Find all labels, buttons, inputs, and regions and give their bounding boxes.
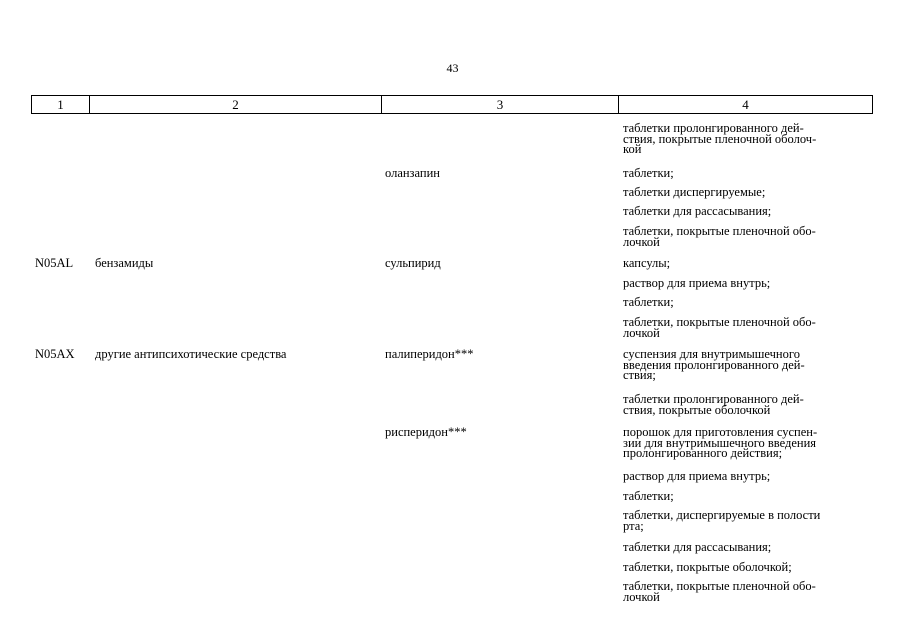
dosage-form: суспензия для внутримышечного введения пролонгированного дей- ствия; — [623, 347, 805, 382]
header-cell-3: 3 — [382, 96, 619, 113]
dosage-form: таблетки для рассасывания; — [623, 540, 772, 554]
dosage-form: порошок для приготовления суспен- зии для внутримышечного введения пролонгированного действия; — [623, 425, 818, 460]
substance-name: оланзапин — [385, 166, 440, 180]
table-header — [31, 95, 873, 114]
dosage-form: таблетки, покрытые пленочной обо- лочкой — [623, 224, 816, 249]
dosage-form: раствор для приема внутрь; — [623, 469, 771, 483]
group-name: другие антипсихотические средства — [95, 347, 287, 361]
dosage-form: таблетки пролонгированного дей- ствия, покрытые пленочной оболоч- кой — [623, 121, 817, 156]
page-number: 43 — [446, 61, 459, 75]
atc-code: N05AX — [35, 347, 75, 361]
header-cell-4: 4 — [742, 97, 749, 112]
dosage-form: таблетки диспергируемые; — [623, 185, 766, 199]
atc-code: N05AL — [35, 256, 74, 270]
dosage-form: таблетки для рассасывания; — [623, 204, 772, 218]
substance-name: рисперидон*** — [385, 425, 467, 439]
dosage-form: таблетки, диспергируемые в полости рта; — [623, 508, 821, 533]
dosage-form: таблетки; — [623, 166, 674, 180]
dosage-form: таблетки пролонгированного дей- ствия, покрытые оболочкой — [623, 392, 804, 417]
substance-name: палиперидон*** — [385, 347, 474, 361]
dosage-form: таблетки, покрытые пленочной обо- лочкой — [623, 579, 816, 604]
dosage-form: раствор для приема внутрь; — [623, 276, 771, 290]
group-name: бензамиды — [95, 256, 154, 270]
dosage-form: таблетки; — [623, 295, 674, 309]
header-cell-1: 1 — [32, 96, 90, 113]
dosage-form: капсулы; — [623, 256, 671, 270]
header-cell-2: 2 — [90, 96, 382, 113]
dosage-form: таблетки, покрытые оболочкой; — [623, 560, 792, 574]
dosage-form: таблетки, покрытые пленочной обо- лочкой — [623, 315, 816, 340]
dosage-form: таблетки; — [623, 489, 674, 503]
substance-name: сульпирид — [385, 256, 441, 270]
